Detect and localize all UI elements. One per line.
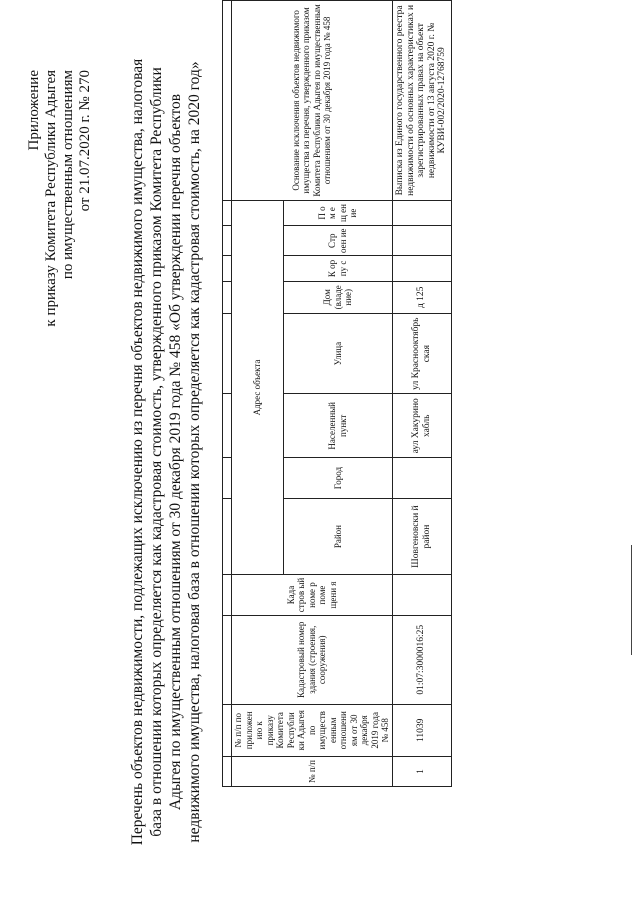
header-basis: Основание исключения объектов недвижимого имущества из перечня, утвержденного приказом Комитета Республики Адыгея по имущественным отношениям от 30 декабря 2019 года № 458 [232, 1, 393, 201]
title-line: Перечень объектов недвижимости, подлежащих исключению из перечня объектов недвижимого имущества, налоговая [129, 58, 146, 846]
cell-street: ул Краснооктябрь ская [392, 313, 451, 394]
footer-divider [631, 545, 632, 655]
header-building: Стр оен ие [284, 226, 392, 256]
cell-settlement: аул Хакурино хабль [392, 394, 451, 458]
document-title [128, 27, 204, 877]
table-header-row [232, 1, 284, 787]
table-row [392, 1, 451, 787]
header-street: Улица [284, 313, 392, 394]
cell-num-prikaz: 11039 [392, 704, 451, 756]
title-line: база в отношении которых определяется как кадастровая стоимость, утвержденного приказом Комитета Республики [148, 67, 165, 837]
cell-district: Шовгеновски й район [392, 499, 451, 575]
header-num-prikaz: № п/п по приложен ию к приказу Комитета Республи ки Адыгея по имуществ енным отношени ям от 30 декабря 2019 года № 458 [232, 704, 393, 756]
cell-korpus [392, 256, 451, 282]
table-spacer-row [223, 1, 232, 787]
header-city: Город [284, 458, 392, 499]
appendix-line: Приложение [26, 70, 42, 151]
cell-basis: Выписка из Единого государственного реестра недвижимости об основных характеристиках и зарегистрированных правах на объект недвижимости от 13 августа 2020 г. № КУВИ-002/2020-12768759 [392, 1, 451, 201]
cell-house: д 125 [392, 281, 451, 313]
header-premises: П о м е щ ен ие [284, 200, 392, 225]
cell-cadastral: 01:07:3000016:25 [392, 615, 451, 704]
appendix-line: к приказу Комитета Республики Адыгея [43, 70, 59, 327]
cell-city [392, 458, 451, 499]
header-korpus: К ор пу с [284, 256, 392, 282]
objects-table [222, 0, 452, 787]
cell-cadastral-premises [392, 575, 451, 616]
header-house: Дом (владе ние) [284, 281, 392, 313]
header-cadastral: Кадастровый номер здания (строения, сооружения) [232, 615, 393, 704]
title-line: Адыгея по имущественным отношениям от 30 декабря 2019 года № 458 «Об утверждении перечня объектов [167, 93, 184, 811]
appendix-header [26, 70, 94, 330]
appendix-line: от 21.07.2020 г. № 270 [77, 70, 93, 212]
header-num: № п/п [232, 756, 393, 786]
cell-building [392, 226, 451, 256]
title-line: недвижимого имущества, налоговая база в отношении которых определяется как кадастровая стоимость, на 2020 год» [186, 61, 203, 843]
header-settlement: Населенный пункт [284, 394, 392, 458]
appendix-line: по имущественным отношениям [60, 70, 76, 280]
cell-premises [392, 200, 451, 225]
header-district: Район [284, 499, 392, 575]
cell-num: 1 [392, 756, 451, 786]
header-cadastral-premises: Када стров ый номе р поме щени я [232, 575, 393, 616]
header-address-group: Адрес объекта [232, 200, 284, 574]
